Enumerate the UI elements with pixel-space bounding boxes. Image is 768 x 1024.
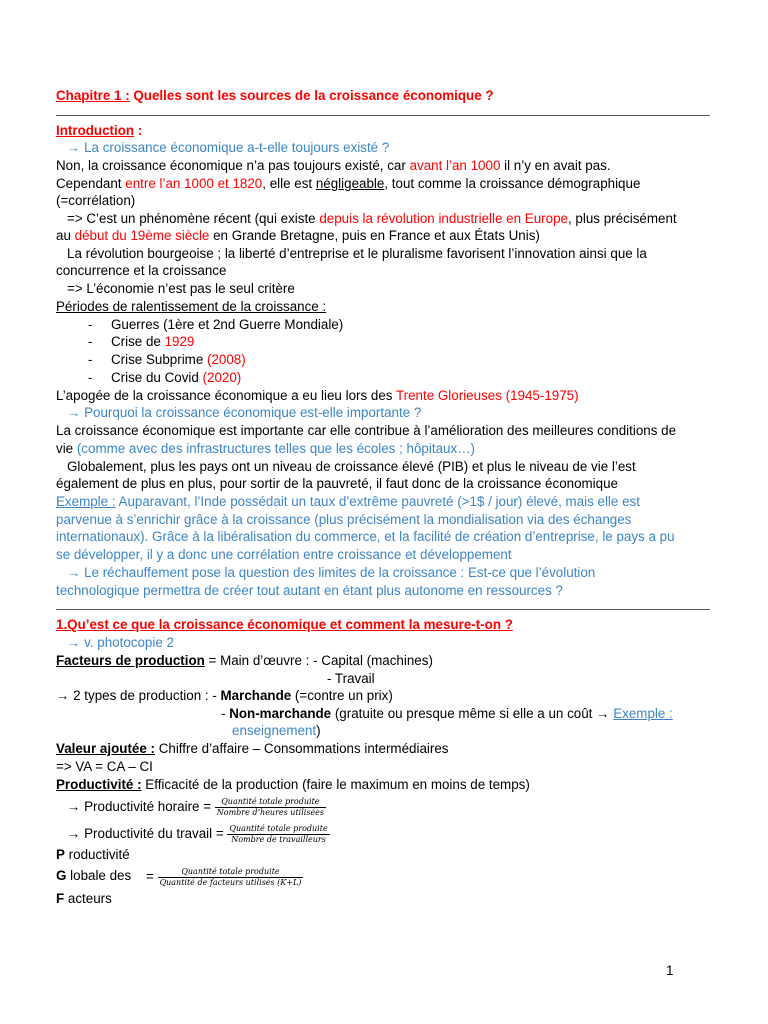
paragraph-line: au début du 19ème siècle en Grande Bretagne, puis en France et aux États Unis) xyxy=(56,228,540,243)
example-line: parvenue à s’enrichir grâce à la croissance (plus précisément la mondialisation via des échanges xyxy=(56,512,632,527)
pgf-f: F acteurs xyxy=(56,891,112,906)
fraction: $\frac{\text{Quantité totale produite}}{\text{Nombre d’heures utilisées}}$ xyxy=(216,797,325,817)
slowdown-periods-label: Périodes de ralentissement de la croissance : xyxy=(56,299,327,314)
divider xyxy=(56,115,710,116)
productivity-line: Productivité : Efficacité de la production (faire le maximum en moins de temps) xyxy=(56,777,530,792)
pgf-p: P roductivité xyxy=(56,847,130,862)
list-item: - xyxy=(88,317,93,332)
question-1: → La croissance économique a-t-elle toujours existé ? xyxy=(67,140,390,155)
paragraph-line: (=corrélation) xyxy=(56,193,136,208)
question-3: → Le réchauffement pose la question des limites de la croissance : Est-ce que l’évolution xyxy=(67,565,596,580)
labor-productivity-formula: → Productivité du travail = $\frac{\text{Quantité totale produite}}{\text{Nombre de travailleurs}}$ xyxy=(67,824,328,844)
pgf-formula: = $\frac{\text{Quantité totale produite}}{\text{Quantité de facteurs utilisés (K+L)}}$ xyxy=(146,867,302,887)
paragraph-line: La croissance économique est importante car elle contribue à l’amélioration des meilleures conditions de xyxy=(56,423,677,438)
section-1-heading: 1.Qu’est ce que la croissance économique et comment la mesure-t-on ? xyxy=(56,617,513,632)
chapter-title: Quelles sont les sources de la croissance économique ? xyxy=(129,88,494,103)
example-line: Exemple : Auparavant, l’Inde possédait un taux d’extrême pauvreté (>1$ / jour) élevé, mais elle est xyxy=(56,494,640,509)
divider xyxy=(56,609,710,610)
paragraph-line: vie (comme avec des infrastructures telles que les écoles ; hôpitaux…) xyxy=(56,441,476,456)
paragraph-line: Non, la croissance économique n’a pas toujours existé, car avant l’an 1000 il n’y en avait pas. xyxy=(56,158,611,173)
intro-heading: Introduction : xyxy=(56,123,143,138)
paragraph-line: La révolution bourgeoise ; la liberté d’entreprise et le pluralisme favorisent l’innovation ainsi que la xyxy=(67,246,647,261)
fraction: $\frac{\text{Quantité totale produite}}{\text{Quantité de facteurs utilisés (K+L)}}$ xyxy=(159,867,302,887)
value-added-line: Valeur ajoutée : Chiffre d’affaire – Consommations intermédiaires xyxy=(56,741,449,756)
list-item: - xyxy=(88,334,93,349)
production-types-line: → 2 types de production : - Marchande (=contre un prix) xyxy=(56,688,393,703)
example-link[interactable]: Exemple : xyxy=(613,706,673,721)
non-market-cont: enseignement) xyxy=(232,723,321,738)
list-item-text: Crise Subprime (2008) xyxy=(111,352,246,367)
photocopy-ref: → v. photocopie 2 xyxy=(67,635,174,650)
factors-line: Facteurs de production = Main d’œuvre : - Capital (machines) xyxy=(56,653,433,668)
page-title xyxy=(56,87,494,105)
paragraph-line: => L’économie n’est pas le seul critère xyxy=(67,281,295,296)
non-market-line: - Non-marchande (gratuite ou presque même si elle a un coût → Exemple : xyxy=(221,706,673,721)
list-item-text: Guerres (1ère et 2nd Guerre Mondiale) xyxy=(111,317,344,332)
paragraph-line: Globalement, plus les pays ont un niveau de croissance élevé (PIB) et plus le niveau de vie l’est xyxy=(67,459,636,474)
paragraph-line: L’apogée de la croissance économique a eu lieu lors des Trente Glorieuses (1945-1975) xyxy=(56,388,579,403)
list-item: - xyxy=(88,370,93,385)
fraction: $\frac{\text{Quantité totale produite}}{\text{Nombre de travailleurs}}$ xyxy=(229,824,328,844)
list-item-text: Crise de 1929 xyxy=(111,334,195,349)
factors-travail: - Travail xyxy=(327,671,375,686)
paragraph-line: concurrence et la croissance xyxy=(56,263,227,278)
hourly-productivity-formula: → Productivité horaire = $\frac{\text{Quantité totale produite}}{\text{Nombre d’heures utilisées}}$ xyxy=(67,797,325,817)
value-added-formula: => VA = CA – CI xyxy=(56,759,153,774)
list-item-text: Crise du Covid (2020) xyxy=(111,370,242,385)
example-line: internationaux). Grâce à la libéralisation du commerce, et la facilité de création d’entreprise, le pays a pu xyxy=(56,529,675,544)
paragraph-line: Cependant entre l’an 1000 et 1820, elle est négligeable, tout comme la croissance démographique xyxy=(56,176,641,191)
example-label: Exemple : xyxy=(56,494,116,509)
pgf-g: G lobale des xyxy=(56,868,132,883)
list-item: - xyxy=(88,352,93,367)
chapter-label: Chapitre 1 : xyxy=(56,88,130,103)
paragraph-line: => C’est un phénomène récent (qui existe depuis la révolution industrielle en Europe, plus précisément xyxy=(67,211,677,226)
paragraph-line: également de plus en plus, pour sortir de la pauvreté, il faut donc de la croissance économique xyxy=(56,476,619,491)
example-line: se développer, il y a donc une corrélation entre croissance et développement xyxy=(56,547,512,562)
question-2: → Pourquoi la croissance économique est-elle importante ? xyxy=(67,405,422,420)
question-3-cont: technologique permettra de créer tout autant en étant plus autonome en ressources ? xyxy=(56,583,563,598)
page-number: 1 xyxy=(666,963,674,978)
